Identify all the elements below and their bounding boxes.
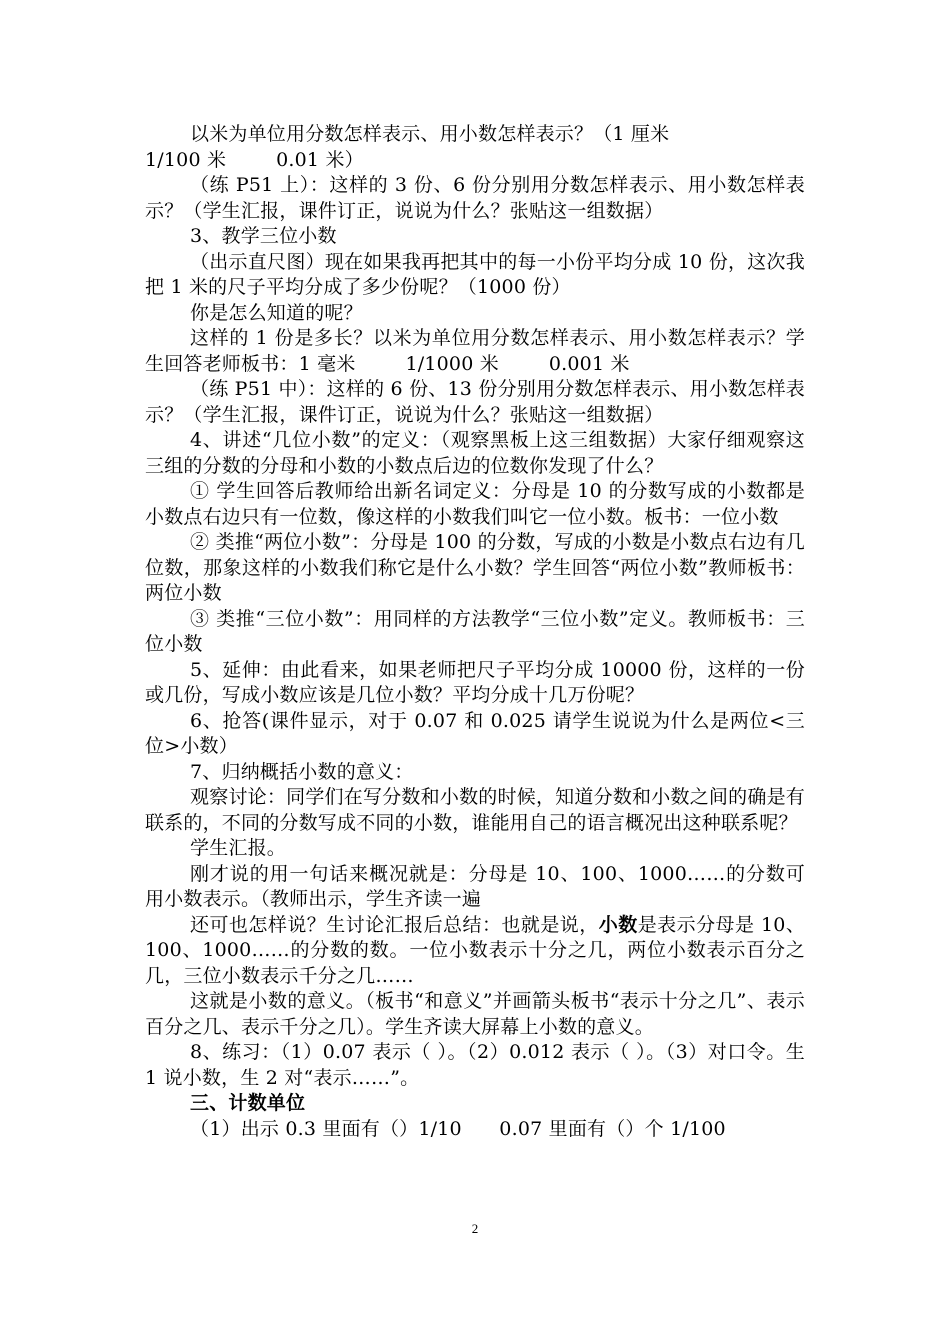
section-heading: 三、计数单位 bbox=[190, 1092, 306, 1114]
paragraph: （练 P51 中）：这样的 6 份、13 份分别用分数怎样表示、用小数怎样表示？（学生汇报，课件订正，说说为什么？张贴这一组数据） bbox=[145, 378, 805, 426]
paragraph: 你是怎么知道的呢？ bbox=[190, 301, 363, 324]
paragraph: 8、练习：（1）0.07 表示（ ）。（2）0.012 表示（ ）。（3）对口令。生 1 说小数，生 2 对“表示……”。 bbox=[145, 1041, 805, 1089]
bold-term: 小数 bbox=[598, 913, 638, 936]
paragraph: 5、延伸：由此看来，如果老师把尺子平均分成 10000 份，这样的一份或几份，写成小数应该是几位小数？平均分成十几万份呢？ bbox=[145, 658, 805, 706]
paragraph-text: 还可也怎样说？生讨论汇报后总结：也就是说， bbox=[190, 913, 599, 936]
page-number: 2 bbox=[471, 1221, 479, 1236]
paragraph-text: 是表示分母是 10、100、1000……的分数的数。一位小数表示十分之几，两位小数表示百分之几，三位小数表示千分之几…… bbox=[145, 913, 806, 987]
paragraph: 学生汇报。 bbox=[190, 837, 287, 859]
paragraph: 4、讲述“几位小数”的定义：（观察黑板上这三组数据）大家仔细观察这三组的分数的分母和小数的小数点后边的位数你发现了什么？ bbox=[145, 429, 805, 477]
paragraph: 7、归纳概括小数的意义： bbox=[190, 760, 414, 783]
paragraph: 这样的 1 份是多长？以米为单位用分数怎样表示、用小数怎样表示？学生回答老师板书：1 毫米 1/1000 米 0.001 米 bbox=[145, 327, 805, 375]
paragraph: ① 学生回答后教师给出新名词定义：分母是 10 的分数写成的小数都是小数点右边只有一位数，像这样的小数我们叫它一位小数。板书：一位小数 bbox=[145, 480, 805, 528]
document-body bbox=[145, 122, 805, 1142]
paragraph: 6、抢答(课件显示，对于 0.07 和 0.025 请学生说说为什么是两位<三位>小数） bbox=[145, 709, 806, 757]
paragraph: 这就是小数的意义。（板书“和意义”并画箭头板书“表示十分之几”、表示百分之几、表示千分之几）。学生齐读大屏幕上小数的意义。 bbox=[145, 990, 805, 1038]
paragraph: 刚才说的用一句话来概况就是：分母是 10、100、1000……的分数可用小数表示。（教师出示，学生齐读一遍 bbox=[145, 862, 805, 910]
paragraph: （出示直尺图）现在如果我再把其中的每一小份平均分成 10 份，这次我把 1 米的尺子平均分成了多少份呢？（1000 份） bbox=[145, 250, 805, 298]
paragraph: （练 P51 上）：这样的 3 份、6 份分别用分数怎样表示、用小数怎样表示？（学生汇报，课件订正，说说为什么？张贴这一组数据） bbox=[145, 174, 805, 222]
paragraph bbox=[145, 913, 805, 990]
paragraph: ③ 类推“三位小数”：用同样的方法教学“三位小数”定义。教师板书：三位小数 bbox=[145, 607, 805, 655]
paragraph: ② 类推“两位小数”：分母是 100 的分数，写成的小数是小数点右边有几位数，那象这样的小数我们称它是什么小数？学生回答“两位小数”教师板书：两位小数 bbox=[145, 531, 805, 604]
paragraph: 以米为单位用分数怎样表示、用小数怎样表示？（1 厘米 bbox=[190, 123, 670, 145]
paragraph: 1/100 米 0.01 米） bbox=[145, 148, 364, 171]
paragraph: 观察讨论：同学们在写分数和小数的时候，知道分数和小数之间的确是有联系的，不同的分数写成不同的小数，谁能用自己的语言概况出这种联系呢？ bbox=[145, 786, 805, 834]
paragraph: （1）出示 0.3 里面有（）1/10 0.07 里面有（）个 1/100 bbox=[190, 1117, 726, 1140]
section-step-heading: 3、教学三位小数 bbox=[190, 225, 337, 247]
